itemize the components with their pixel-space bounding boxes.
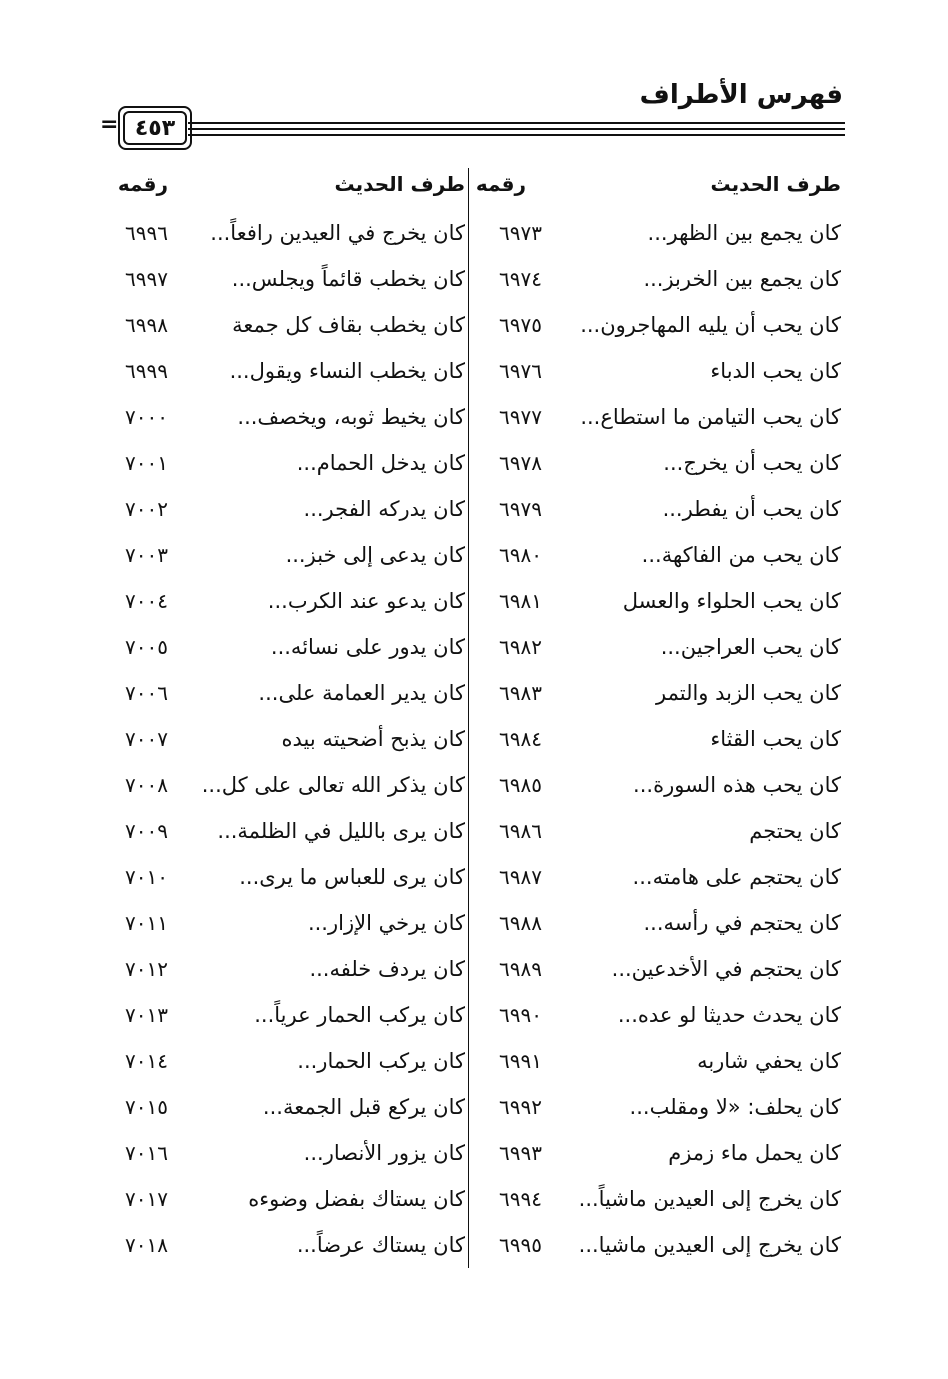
page-number-frame xyxy=(118,106,192,150)
hadith-text-right: كان يجمع بين الظهر... xyxy=(647,221,841,245)
hadith-number-left: ٧٠٠٧ xyxy=(125,727,168,751)
hadith-number-right: ٦٩٨١ xyxy=(499,589,542,613)
table-row xyxy=(0,722,948,768)
hadith-text-left: كان يركع قبل الجمعة... xyxy=(262,1095,465,1119)
hadith-number-left: ٧٠١٧ xyxy=(125,1187,168,1211)
hadith-text-left: كان يذكر الله تعالى على كل... xyxy=(201,773,465,797)
hadith-number-left: ٦٩٩٩ xyxy=(125,359,168,383)
hadith-number-right: ٦٩٨٦ xyxy=(499,819,542,843)
hadith-text-left: كان يرخي الإزار... xyxy=(307,911,465,935)
hadith-number-right: ٦٩٧٨ xyxy=(499,451,542,475)
hadith-text-right: كان يخرج إلى العيدين ماشيا... xyxy=(578,1233,841,1257)
hadith-text-left: كان يزور الأنصار... xyxy=(303,1141,465,1165)
column-header-right-text: طرف الحديث xyxy=(710,172,841,196)
table-row xyxy=(0,1228,948,1274)
table-row xyxy=(0,676,948,722)
hadith-number-right: ٦٩٨٨ xyxy=(499,911,542,935)
hadith-number-right: ٦٩٨٢ xyxy=(499,635,542,659)
hadith-number-left: ٧٠١٠ xyxy=(125,865,168,889)
hadith-number-left: ٧٠١٤ xyxy=(125,1049,168,1073)
hadith-text-left: كان يخرج في العيدين رافعاً... xyxy=(210,221,465,245)
hadith-text-right: كان يحب الدباء xyxy=(710,359,841,383)
column-header-left-number: رقمه xyxy=(117,172,168,196)
hadith-number-right: ٦٩٩٤ xyxy=(499,1187,542,1211)
hadith-number-left: ٧٠٠٨ xyxy=(125,773,168,797)
table-row xyxy=(0,630,948,676)
hadith-number-left: ٧٠١٦ xyxy=(125,1141,168,1165)
table-row xyxy=(0,860,948,906)
hadith-number-right: ٦٩٨٠ xyxy=(499,543,542,567)
table-row xyxy=(0,952,948,998)
hadith-text-right: كان يحتجم في رأسه... xyxy=(643,911,841,935)
table-row xyxy=(0,906,948,952)
header-rule-middle xyxy=(188,128,845,130)
hadith-text-left: كان يدور على نسائه... xyxy=(270,635,465,659)
table-row xyxy=(0,492,948,538)
hadith-text-right: كان يحب أن يليه المهاجرون... xyxy=(580,313,841,337)
hadith-text-right: كان يحب هذه السورة... xyxy=(633,773,841,797)
hadith-number-left: ٧٠١٨ xyxy=(125,1233,168,1257)
table-row xyxy=(0,768,948,814)
hadith-number-right: ٦٩٩١ xyxy=(499,1049,542,1073)
hadith-text-right: كان يخرج إلى العيدين ماشياً... xyxy=(578,1187,841,1211)
hadith-text-right: كان يجمع بين الخربز... xyxy=(643,267,841,291)
table-row xyxy=(0,1136,948,1182)
hadith-number-left: ٧٠٠٠ xyxy=(125,405,168,429)
hadith-text-left: كان يركب الحمار عرياً... xyxy=(254,1003,465,1027)
table-row xyxy=(0,1090,948,1136)
hadith-text-right: كان يحب الحلواء والعسل xyxy=(622,589,841,613)
hadith-text-left: كان يرى بالليل في الظلمة... xyxy=(217,819,465,843)
hadith-number-left: ٦٩٩٧ xyxy=(125,267,168,291)
hadith-text-right: كان يحلف: «لا ومقلب... xyxy=(629,1095,841,1119)
hadith-number-right: ٦٩٩٢ xyxy=(499,1095,542,1119)
table-row xyxy=(0,216,948,262)
hadith-number-left: ٧٠١١ xyxy=(125,911,168,935)
hadith-text-right: كان يحمل ماء زمزم xyxy=(668,1141,841,1165)
table-row xyxy=(0,446,948,492)
hadith-text-right: كان يحب القثاء xyxy=(710,727,841,751)
page-number: ٤٥٣ xyxy=(123,111,187,145)
table-row xyxy=(0,1182,948,1228)
table-row xyxy=(0,354,948,400)
hadith-number-right: ٦٩٨٥ xyxy=(499,773,542,797)
hadith-number-right: ٦٩٧٧ xyxy=(499,405,542,429)
hadith-number-left: ٧٠٠١ xyxy=(125,451,168,475)
hadith-number-right: ٦٩٩٥ xyxy=(499,1233,542,1257)
hadith-number-right: ٦٩٨٩ xyxy=(499,957,542,981)
hadith-text-right: كان يحدث حديثا لو عده... xyxy=(617,1003,841,1027)
hadith-text-left: كان يدخل الحمام... xyxy=(296,451,465,475)
table-row xyxy=(0,400,948,446)
hadith-number-right: ٦٩٨٧ xyxy=(499,865,542,889)
hadith-text-left: كان يخطب النساء ويقول... xyxy=(229,359,465,383)
hadith-number-left: ٧٠٠٢ xyxy=(125,497,168,521)
hadith-number-left: ٧٠١٣ xyxy=(125,1003,168,1027)
hadith-text-right: كان يحفي شاربه xyxy=(697,1049,841,1073)
hadith-number-right: ٦٩٧٥ xyxy=(499,313,542,337)
hadith-number-left: ٧٠٠٤ xyxy=(125,589,168,613)
hadith-text-left: كان يرى للعباس ما يرى... xyxy=(239,865,465,889)
hadith-text-left: كان يردف خلفه... xyxy=(309,957,465,981)
hadith-number-right: ٦٩٨٣ xyxy=(499,681,542,705)
hadith-text-left: كان يركب الحمار... xyxy=(297,1049,465,1073)
hadith-number-right: ٦٩٨٤ xyxy=(499,727,542,751)
hadith-number-right: ٦٩٧٤ xyxy=(499,267,542,291)
hadith-number-left: ٧٠٠٥ xyxy=(125,635,168,659)
hadith-text-left: كان يدير العمامة على... xyxy=(258,681,465,705)
hadith-text-right: كان يحب العراجين... xyxy=(660,635,841,659)
hadith-number-left: ٧٠١٢ xyxy=(125,957,168,981)
hadith-text-left: كان يخطب قائماً ويجلس... xyxy=(231,267,465,291)
hadith-number-right: ٦٩٧٦ xyxy=(499,359,542,383)
hadith-text-left: كان يخطب بقاف كل جمعة xyxy=(232,313,465,337)
table-row xyxy=(0,584,948,630)
hadith-text-right: كان يحتجم في الأخدعين... xyxy=(611,957,841,981)
hadith-text-right: كان يحب الزبد والتمر xyxy=(656,681,841,705)
table-row xyxy=(0,1044,948,1090)
hadith-number-right: ٦٩٩٣ xyxy=(499,1141,542,1165)
table-row xyxy=(0,998,948,1044)
hadith-text-left: كان يستاك بفضل وضوءه xyxy=(248,1187,465,1211)
hadith-number-right: ٦٩٧٩ xyxy=(499,497,542,521)
index-table xyxy=(0,216,948,1274)
header-rule-top xyxy=(188,122,845,124)
hadith-text-left: كان يدعى إلى خبز... xyxy=(285,543,465,567)
header-rule-bottom xyxy=(188,134,845,136)
column-header-right-number: رقمه xyxy=(475,172,526,196)
hadith-number-right: ٦٩٩٠ xyxy=(499,1003,542,1027)
table-row xyxy=(0,538,948,584)
hadith-text-right: كان يحب من الفاكهة... xyxy=(641,543,841,567)
hadith-text-left: كان يستاك عرضاً... xyxy=(296,1233,465,1257)
table-row xyxy=(0,814,948,860)
hadith-text-right: كان يحتجم xyxy=(749,819,841,843)
hadith-number-left: ٧٠٠٣ xyxy=(125,543,168,567)
hadith-text-left: كان يدعو عند الكرب... xyxy=(267,589,465,613)
table-row xyxy=(0,308,948,354)
hadith-text-left: كان يدركه الفجر... xyxy=(303,497,465,521)
hadith-number-left: ٦٩٩٨ xyxy=(125,313,168,337)
column-header-left-text: طرف الحديث xyxy=(334,172,465,196)
hadith-number-right: ٦٩٧٣ xyxy=(499,221,542,245)
hadith-text-right: كان يحب أن يفطر... xyxy=(662,497,841,521)
hadith-text-right: كان يحتجم على هامته... xyxy=(632,865,841,889)
hadith-text-right: كان يحب التيامن ما استطاع... xyxy=(580,405,841,429)
hadith-number-left: ٧٠١٥ xyxy=(125,1095,168,1119)
hadith-text-right: كان يحب أن يخرج... xyxy=(663,451,841,475)
hadith-number-left: ٧٠٠٦ xyxy=(125,681,168,705)
hadith-text-left: كان يذبح أضحيته بيده xyxy=(281,727,465,751)
page-title: فهرس الأطراف xyxy=(639,80,843,110)
hadith-number-left: ٦٩٩٦ xyxy=(125,221,168,245)
hadith-text-left: كان يخيط ثوبه، ويخصف... xyxy=(237,405,465,429)
hadith-number-left: ٧٠٠٩ xyxy=(125,819,168,843)
table-row xyxy=(0,262,948,308)
page-number-mark: = xyxy=(100,112,119,137)
